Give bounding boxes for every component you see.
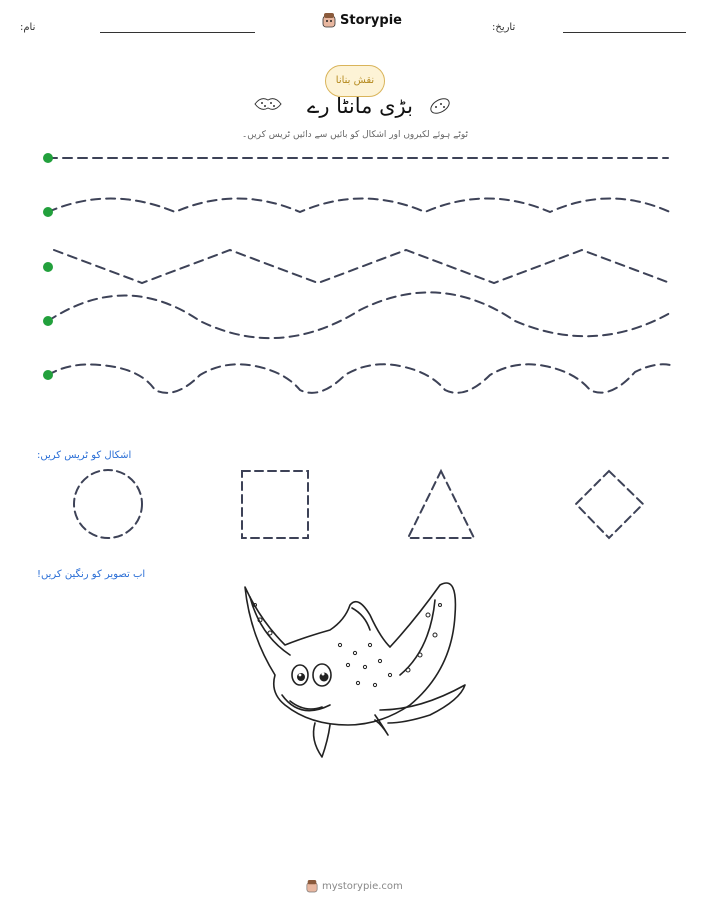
trace-circle[interactable] — [74, 470, 142, 538]
coloring-heading: اب تصویر کو رنگین کریں! — [37, 569, 146, 580]
footer — [306, 879, 403, 893]
page-title: بڑی مانٹا رے — [307, 94, 413, 118]
name-label: نام: — [20, 22, 36, 33]
trace-line-wave-2[interactable] — [48, 292, 670, 338]
brand-name: Storypie — [340, 12, 402, 28]
manta-ray-coloring-image[interactable] — [230, 575, 480, 765]
start-dot — [43, 370, 53, 380]
activity-badge: نقش بنانا — [325, 65, 385, 97]
trace-triangle[interactable] — [408, 471, 474, 538]
start-dot — [43, 262, 53, 272]
storypie-mascot-icon — [306, 879, 318, 893]
trace-lines — [0, 0, 709, 420]
start-dot — [43, 207, 53, 217]
trace-line-wave-1[interactable] — [48, 199, 670, 213]
trace-shapes — [0, 460, 709, 550]
date-label: تاریخ: — [492, 22, 516, 33]
start-dot — [43, 153, 53, 163]
trace-line-wave-3[interactable] — [48, 364, 670, 393]
shapes-heading: اشکال کو ٹریس کریں: — [37, 450, 132, 461]
start-dot — [43, 316, 53, 326]
trace-line-zigzag[interactable] — [54, 250, 670, 283]
trace-square[interactable] — [242, 471, 308, 538]
footer-url[interactable]: mystorypie.com — [322, 880, 403, 892]
trace-diamond[interactable] — [576, 471, 643, 538]
instructions: ٹوٹے ہوئے لکیروں اور اشکال کو بائیں سے دائیں ٹریس کریں۔ — [241, 130, 469, 140]
